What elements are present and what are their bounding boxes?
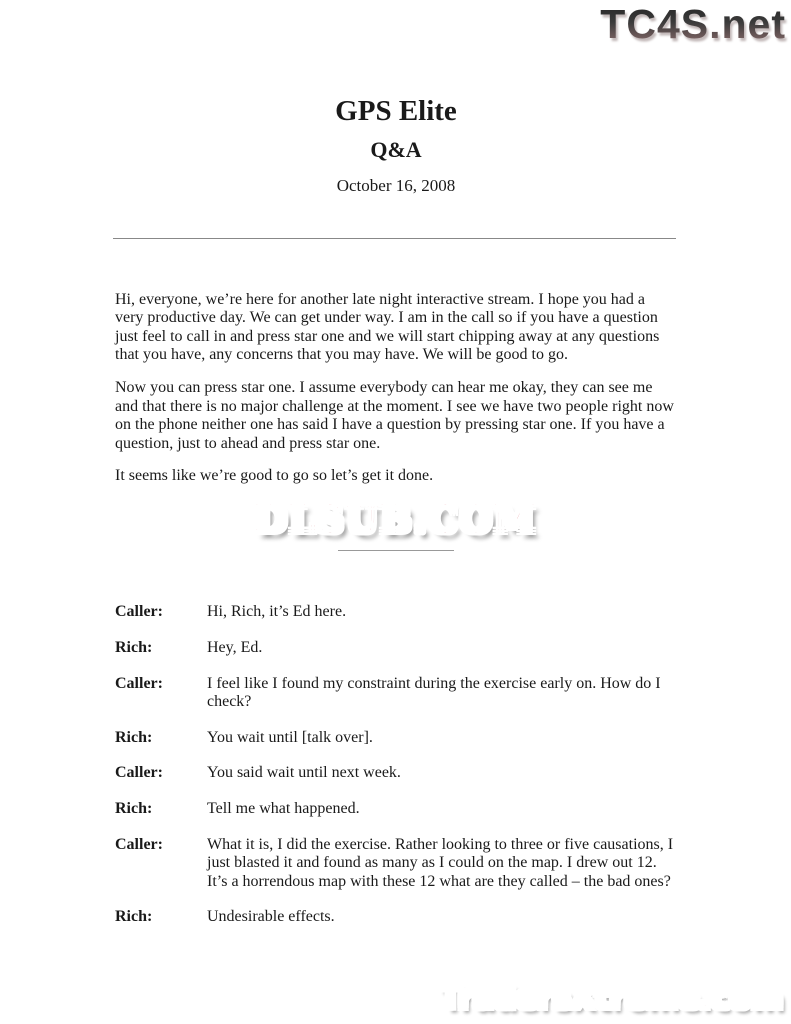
speaker-label: Caller:	[115, 674, 163, 692]
transcript-row	[115, 675, 677, 712]
transcript-row	[115, 764, 677, 783]
page-subtitle: Q&A	[370, 136, 422, 162]
speaker-label: Rich:	[115, 728, 153, 746]
speaker-label: Caller:	[115, 835, 163, 853]
transcript-row	[115, 908, 677, 927]
transcript-row	[115, 729, 677, 748]
watermark-container	[115, 498, 677, 541]
paragraph: Now you can press star one. I assume everybody can hear me okay, they can see me and that there is no major challenge at the moment. I see we have two people right now on the phone neither one has said I have a question by pressing star one. If you have a question, just to ahead and press star one.	[115, 378, 674, 452]
speech-text: You said wait until next week.	[207, 764, 401, 782]
speaker-label: Rich:	[115, 639, 153, 657]
page-title: GPS Elite	[335, 95, 457, 127]
speaker-label: Rich:	[115, 800, 153, 818]
speaker-label: Rich:	[115, 908, 153, 926]
speech-text: Undesirable effects.	[207, 908, 335, 926]
transcript-row	[115, 836, 677, 892]
speaker-label: Caller:	[115, 764, 163, 782]
speech-text: Hey, Ed.	[207, 639, 263, 657]
document-body	[115, 0, 677, 944]
dlsub-com-logo: DLSUB.COM	[255, 496, 537, 541]
speech-text: You wait until [talk over].	[207, 728, 373, 746]
section-divider-rule	[338, 550, 454, 551]
tc4s-net-logo: TC4S.net	[600, 1, 786, 47]
speaker-label: Caller:	[115, 603, 163, 621]
qa-transcript	[115, 603, 677, 927]
paragraph: Hi, everyone, we’re here for another late night interactive stream. I hope you had a very productive day. We can get under way. I am in the call so if you have a question just feel to call in and press star one and we will start chipping away at any questions that you have, any concerns that you may have. We will be good to go.	[115, 290, 660, 364]
speech-text: Tell me what happened.	[207, 800, 360, 818]
document-date: October 16, 2008	[336, 176, 456, 196]
tradersxtreme-com-logo: TradersXtreme.com	[440, 981, 787, 1017]
speech-text: Hi, Rich, it’s Ed here.	[207, 603, 347, 621]
speech-text: What it is, I did the exercise. Rather looking to three or five causations, I just blasted it and found as many as I could on the map. I drew out 12. It’s a horrendous map with these 12 what are they called – the bad ones?	[207, 835, 674, 890]
intro-paragraphs	[115, 291, 677, 486]
transcript-row	[115, 603, 677, 622]
paragraph: It seems like we’re good to go so let’s get it done.	[115, 467, 434, 485]
speech-text: I feel like I found my constraint during the exercise early on. How do I check?	[207, 674, 661, 711]
transcript-row	[115, 639, 677, 658]
horizontal-rule	[113, 238, 676, 239]
transcript-row	[115, 800, 677, 819]
